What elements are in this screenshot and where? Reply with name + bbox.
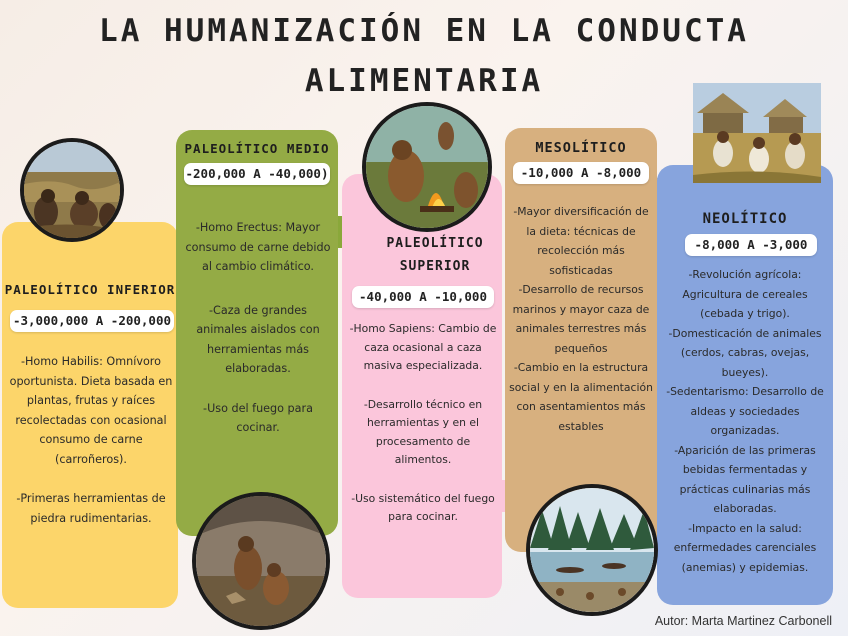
neolithic-farming-illustration (693, 83, 821, 183)
lakeside-village-illustration (526, 484, 658, 616)
item-neolitico-3: -Sedentarismo: Desarrollo de aldeas y sociedades organizadas. (666, 385, 824, 437)
item-superior-2: -Desarrollo técnico en herramientas y en el procesamento de alimentos. (363, 397, 483, 466)
item-inferior-2: -Primeras herramientas de piedra rudimentarias. (16, 492, 166, 525)
text-mesolitico (509, 202, 653, 454)
item-neolitico-4: -Aparición de las primeras bebidas fermentadas y prácticas culinarias más elaboradas. (674, 443, 816, 515)
card-neolitico (657, 165, 833, 605)
item-medio-2: -Caza de grandes animales aislados con herramientas más elaboradas. (196, 303, 320, 375)
item-superior-3: -Uso sistemático del fuego para cocinar. (351, 491, 495, 523)
author-credit: Autor: Marta Martinez Carbonell (654, 614, 832, 628)
dates-neolitico: -8,000 A -3,000 (685, 234, 817, 256)
item-mesolitico-1: -Mayor diversificación de la dieta: técnicas de recolección más sofisticadas (513, 205, 649, 277)
item-neolitico-1: -Revolución agrícola: Agricultura de cereales (cebada y trigo). (682, 268, 808, 320)
dates-paleolitico-medio: -200,000 A -40,000) (184, 163, 330, 185)
text-neolitico (659, 265, 831, 595)
card-paleolitico-medio (176, 130, 338, 536)
card-paleolitico-superior (342, 174, 502, 598)
dates-paleolitico-inferior: -3,000,000 A -200,000 (10, 310, 174, 332)
cave-family-illustration (192, 492, 330, 630)
heading-paleolitico-inferior: PALEOLÍTICO INFERIOR (4, 282, 176, 297)
text-paleolitico-inferior (6, 352, 176, 546)
item-inferior-1: -Homo Habilis: Omnívoro oportunista. Dieta basada en plantas, frutas y raíces recolectadas con ocasional consumo de carne (carroñeros). (9, 355, 173, 466)
heading-superior-line-2: SUPERIOR (399, 259, 471, 274)
item-neolitico-2: -Domesticación de animales (cerdos, cabras, ovejas, bueyes). (668, 326, 822, 379)
dates-mesolitico: -10,000 A -8,000 (513, 162, 649, 184)
hominids-grassland-illustration (20, 138, 124, 242)
heading-mesolitico: MESOLÍTICO (535, 140, 627, 156)
card-paleolitico-inferior (2, 222, 178, 608)
item-mesolitico-2: -Desarrollo de recursos marinos y mayor caza de animales terrestres más pequeños (512, 283, 650, 355)
text-paleolitico-superior (346, 320, 500, 545)
item-superior-1: -Homo Sapiens: Cambio de caza ocasional a caza masiva especializada. (349, 322, 497, 372)
dates-paleolitico-superior: -40,000 A -10,000 (352, 286, 494, 308)
heading-paleolitico-superior (342, 232, 502, 278)
heading-paleolitico-medio: PALEOLÍTICO MEDIO (184, 141, 330, 156)
title-line-2: ALIMENTARIA (304, 63, 544, 99)
item-medio-3: -Uso del fuego para cocinar. (203, 401, 313, 434)
hunters-campfire-illustration (362, 102, 492, 232)
heading-superior-line-1: PALEOLÍTICO (386, 236, 484, 251)
heading-neolitico: NEOLÍTICO (702, 211, 788, 227)
item-neolitico-5: -Impacto en la salud: enfermedades carenciales (anemias) y epidemias. (673, 521, 817, 574)
item-medio-1: -Homo Erectus: Mayor consumo de carne debido al cambio climático. (185, 221, 331, 273)
title-line-1: LA HUMANIZACIÓN EN LA CONDUCTA (99, 13, 749, 49)
text-paleolitico-medio (182, 218, 334, 456)
item-mesolitico-3: -Cambio en la estructura social y en la alimentación con asentamientos más estables (509, 361, 653, 433)
